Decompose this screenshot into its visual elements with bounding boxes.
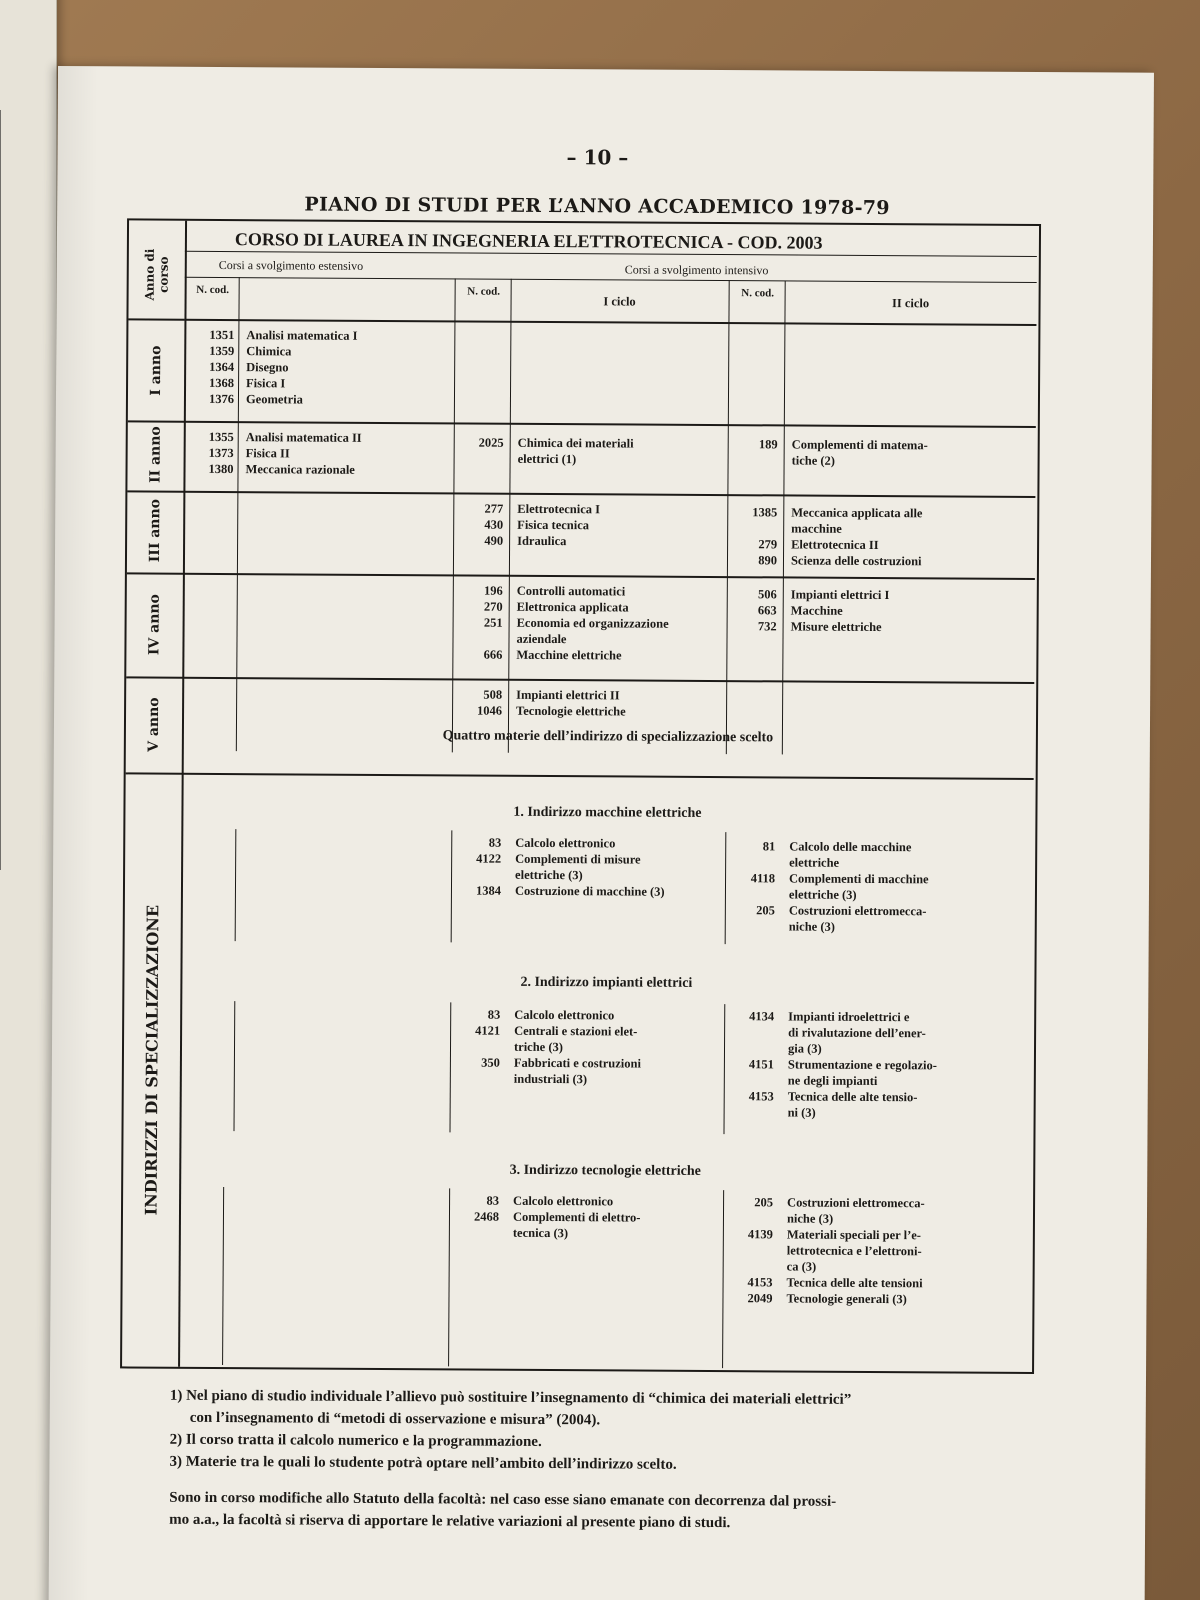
spec-c2-codes: 4134 4151 4153 xyxy=(748,1009,775,1104)
spec-c1-codes: 83 2468 xyxy=(473,1193,500,1224)
footnotes xyxy=(169,1385,1070,1536)
year-label: IV anno xyxy=(146,594,163,656)
year-c2-courses: Meccanica applicata alle macchine Elettrotecnica II Scienza delle costruzioni xyxy=(790,505,923,569)
year-c2-codes: 1385 279 890 xyxy=(752,505,778,568)
intensive-header: Corsi a svolgimento intensivo xyxy=(624,262,769,278)
year-ext-codes: 1351 1359 1364 1368 1376 xyxy=(208,327,235,407)
extensive-header: Corsi a svolgimento estensivo xyxy=(218,257,364,273)
page-number: – 10 – xyxy=(566,145,629,170)
spec-c2-courses: Costruzioni elettromecca- niche (3) Materiali speciali per l’e- lettrotecnica e l’elettroni- ca (3) Tecnica delle alte tensioni Tecnologie generali (3) xyxy=(786,1195,925,1307)
year-label: III anno xyxy=(146,498,164,563)
specialization-title: 3. Indirizzo tecnologie elettriche xyxy=(509,1162,701,1179)
footnote-2: 2) Il corso tratta il calcolo numerico e la programmazione. xyxy=(169,1431,542,1450)
code-header-c2: N. cod. xyxy=(741,287,775,300)
year-ext-courses: Analisi matematica I Chimica Disegno Fisica I Geometria xyxy=(245,328,358,407)
code-header-ext: N. cod. xyxy=(196,283,230,297)
code-header-c1: N. cod. xyxy=(467,285,501,298)
course-title: CORSO DI LAUREA IN INGEGNERIA ELETTROTECNICA - COD. 2003 xyxy=(234,229,823,253)
year-c1-codes: 196 270 251 666 xyxy=(483,583,503,662)
underlying-page-lines xyxy=(0,110,20,870)
year-c2-courses: Impianti elettrici I Macchine Misure elettriche xyxy=(790,587,890,635)
spec-c2-codes: 205 4139 4153 2049 xyxy=(747,1195,774,1306)
document-page xyxy=(48,66,1154,1600)
spec-c2-courses: Calcolo delle macchine elettriche Complementi di macchine elettriche (3) Costruzioni elettromecca- niche (3) xyxy=(788,839,929,934)
year-c1-courses: Elettrotecnica I Fisica tecnica Idraulica xyxy=(517,501,601,549)
underlying-page xyxy=(0,0,57,1600)
year-column-header: Anno di corso xyxy=(142,248,171,301)
year-c1-courses: Impianti elettrici II Tecnologie elettriche xyxy=(516,687,626,719)
spec-c1-courses: Calcolo elettronico Complementi di elettro- tecnica (3) xyxy=(512,1193,641,1241)
year-c1-codes: 277 430 490 xyxy=(484,501,504,548)
year-c2-courses: Complementi di matema- tiche (2) xyxy=(791,437,928,468)
spec-c2-courses: Impianti idroelettrici e di rivalutazione dell’ener- gia (3) Strumentazione e regolazio- ne degli impianti Tecnica delle alte tensio- ni (3) xyxy=(787,1009,938,1120)
year-v-note: Quattro materie dell’indirizzo di specializzazione scelto xyxy=(442,728,774,746)
cycle1-header: I ciclo xyxy=(603,294,636,309)
spec-c2-codes: 81 4118 205 xyxy=(750,839,776,918)
year-c1-codes: 2025 xyxy=(478,435,504,450)
year-c1-courses: Chimica dei materiali elettrici (1) xyxy=(517,435,634,467)
year-c1-codes: 508 1046 xyxy=(477,687,503,718)
year-ext-codes: 1355 1373 1380 xyxy=(208,429,234,477)
closing-note: Sono in corso modifiche allo Statuto della facoltà: nel caso esse siano emanate con decorrenza dal prossi- xyxy=(169,1489,837,1510)
specialization-title: 2. Indirizzo impianti elettrici xyxy=(520,974,693,991)
footnote-3: 3) Materie tra le quali lo studente potrà optare nell’ambito dell’indirizzo scelto. xyxy=(169,1453,677,1473)
footnote-1: 1) Nel piano di studio individuale l’allievo può sostituire l’insegnamento di “chimica dei materiali elettrici” xyxy=(169,1387,852,1408)
closing-note-cont: mo a.a., la facoltà si riserva di apportare le relative variazioni al presente piano di studi. xyxy=(169,1511,731,1532)
year-ext-courses: Analisi matematica II Fisica II Meccanica razionale xyxy=(245,430,362,477)
cycle2-header: II ciclo xyxy=(891,296,930,311)
spec-c1-codes: 83 4121 350 xyxy=(475,1007,501,1070)
specialization-label: INDIRIZZI DI SPECIALIZZAZIONE xyxy=(141,904,163,1216)
spec-c1-courses: Calcolo elettronico Centrali e stazioni elet- triche (3) Fabbricati e costruzioni industriali (3) xyxy=(513,1007,642,1087)
year-c2-codes: 506 663 732 xyxy=(757,587,777,634)
specialization-title: 1. Indirizzo macchine elettriche xyxy=(513,804,702,821)
year-label: II anno xyxy=(147,426,164,484)
page-title: PIANO DI STUDI PER L’ANNO ACCADEMICO 1978-79 xyxy=(304,193,890,220)
year-label: I anno xyxy=(147,345,165,396)
spec-c1-codes: 83 4122 1384 xyxy=(475,835,502,898)
spec-c1-courses: Calcolo elettronico Complementi di misure elettriche (3) Costruzione di macchine (3) xyxy=(514,835,665,899)
footnote-1-cont: con l’insegnamento di “metodi di osservazione e misura” (2004). xyxy=(189,1409,601,1429)
study-plan-table xyxy=(120,218,1041,1374)
year-c1-courses: Controlli automatici Elettronica applicata Economia ed organizzazione aziendale Macchine elettriche xyxy=(516,583,669,663)
year-c2-codes: 189 xyxy=(758,437,778,452)
year-label: V anno xyxy=(145,697,163,752)
